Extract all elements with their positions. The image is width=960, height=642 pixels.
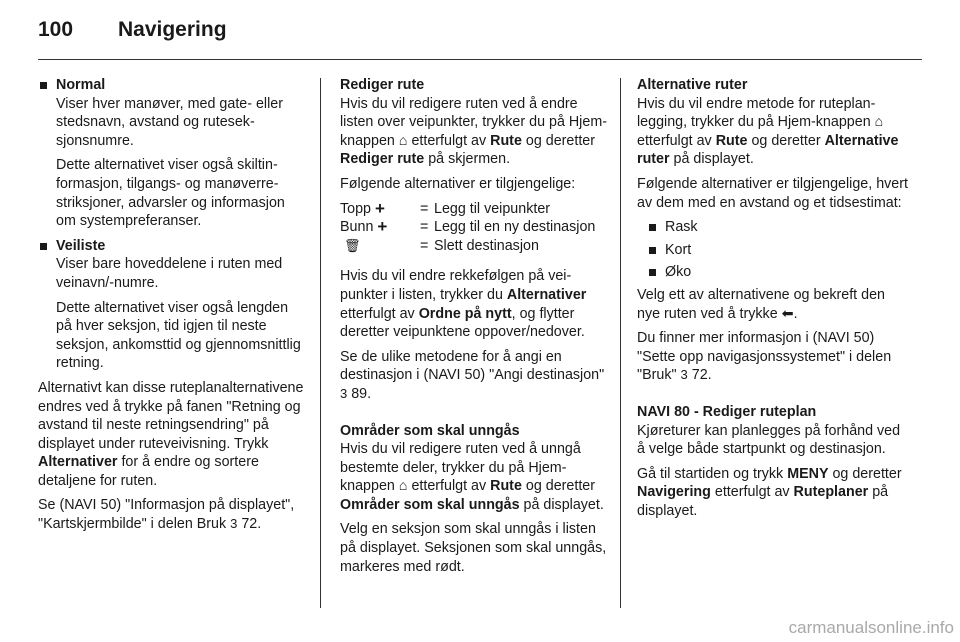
header-rule	[38, 59, 922, 60]
paragraph-rediger-rute: Hvis du vil redigere ruten ved å endre listen over veipunkter, trykker du på Hjem-knappen ⌂ etterfulgt av Rute og deretter Rediger rute på skjermen.	[340, 95, 607, 168]
legend-key-bunn: Bunn +	[340, 217, 388, 237]
bullet-veiliste-text-2: Dette alternativet viser også lengden på hver seksjon, tid igjen til neste seksjon, ankomsttid og gjennomsnittlig retning.	[56, 299, 301, 372]
column-2	[340, 76, 608, 582]
bullet-kort: Kort	[647, 241, 909, 260]
watermark: carmanualsonline.info	[788, 618, 954, 637]
paragraph-omrader: Hvis du vil redigere ruten ved å unngå bestemte deler, trykker du på Hjem-knappen ⌂ etterfulgt av Rute og deretter Områder som skal unngås på displayet.	[340, 441, 604, 513]
heading-omrader: Områder som skal unngås	[340, 422, 520, 439]
trash-icon: 🗑	[344, 237, 361, 253]
bullet-oko: Øko	[647, 263, 909, 282]
home-icon: ⌂	[874, 114, 884, 131]
bullet-normal-heading: Normal	[56, 77, 106, 93]
column-3	[637, 76, 909, 526]
paragraph-ga-til: Gå til startiden og trykk MENY og deretter Navigering etterfulgt av Ruteplaner på displayet.	[637, 465, 902, 519]
heading-rediger-rute: Rediger rute	[340, 77, 425, 93]
legend-value-topp: Legg til veipunkter	[434, 200, 551, 217]
paragraph-velg-alternativ: Velg ett av alternativene og bekreft den nye ruten ved å trykke ⬅.	[637, 286, 885, 322]
page-ref-icon: 3	[230, 516, 238, 532]
paragraph-velg-seksjon: Velg en seksjon som skal unngås i listen på displayet. Seksjonen som skal unngås, markeres med rødt.	[340, 521, 607, 575]
heading-navi80: NAVI 80 - Rediger ruteplan	[637, 403, 817, 420]
bullet-normal	[38, 76, 306, 231]
page-ref-icon: 3	[340, 385, 348, 401]
bullet-normal-text-1: Viser hver manøver, med gate- eller stedsnavn, avstand og ruteseksjonsnumre.	[56, 95, 283, 149]
paragraph-reorder: Hvis du vil endre rekkefølgen på veipunkter i listen, trykker du Alternativer etterfulgt av Ordne på nytt, og flytter deretter veipunktene oppover/nedover.	[340, 268, 587, 341]
legend-value-bunn: Legg til en ny destinasjon	[434, 219, 596, 236]
home-icon: ⌂	[398, 132, 408, 149]
page-number: 100	[38, 18, 74, 41]
heading-alternative-ruter: Alternative ruter	[637, 77, 748, 93]
legend-key-trash	[340, 237, 420, 256]
page-title: Navigering	[118, 18, 227, 41]
paragraph-alt-intro: Følgende alternativer er tilgjengelige, hvert av dem med en avstand og et tidsestimat:	[637, 175, 908, 211]
paragraph-mer-info: Du finner mer informasjon i (NAVI 50) "Sette opp navigasjonssystemet" i delen "Bruk" 3 72.	[637, 330, 892, 384]
bullet-rask: Rask	[647, 218, 909, 237]
paragraph-see-also: Se (NAVI 50) "Informasjon på displayet", "Kartskjermbilde" i delen Bruk 3 72.	[38, 497, 295, 533]
bullet-veiliste-heading: Veiliste	[56, 237, 106, 254]
options-legend: Topp + = Legg til veipunkter Bunn + = Legg til en ny destinasjon 🗑 = Slett destinasjon	[340, 200, 608, 256]
plus-icon: +	[375, 198, 385, 218]
bullet-veiliste-text-1: Viser bare hoveddelene i ruten med veinavn/-numre.	[56, 256, 283, 291]
home-icon: ⌂	[398, 478, 408, 495]
paragraph-kjoreturer: Kjøreturer kan planlegges på forhånd ved å velge både startpunkt og destinasjon.	[637, 422, 901, 458]
legend-value-trash: Slett destinasjon	[434, 237, 539, 254]
plus-icon: +	[377, 217, 388, 237]
paragraph-alternativt: Alternativt kan disse ruteplanalternativene endres ved å trykke på fanen "Retning og avstand til neste retningsendring" på displayet under ruteveivisning. Trykk Alternativer for å endre og sortere detaljene for ruten.	[38, 379, 304, 489]
paragraph-angi-destinasjon: Se de ulike metodene for å angi en destinasjon i (NAVI 50) "Angi destinasjon" 3 89.	[340, 348, 605, 402]
bullet-veiliste	[38, 237, 306, 373]
column-1	[38, 76, 306, 540]
legend-key-topp: Topp +	[340, 198, 385, 218]
column-divider-2	[620, 78, 621, 608]
paragraph-options-intro: Følgende alternativer er tilgjengelige:	[340, 175, 576, 192]
back-arrow-icon: ⬅	[781, 305, 794, 322]
paragraph-alternative-ruter: Hvis du vil endre metode for ruteplanlegging, trykker du på Hjem-knappen ⌂ etterfulgt av Rute og deretter Alternative ruter på displayet.	[637, 95, 899, 168]
bullet-normal-text-2: Dette alternativet viser også skiltinformasjon, tilgangs- og manøverrestriksjoner, advarsler og informasjon om systempreferanser.	[56, 157, 285, 230]
column-divider-1	[320, 78, 321, 608]
page-ref-icon: 3	[680, 367, 688, 383]
